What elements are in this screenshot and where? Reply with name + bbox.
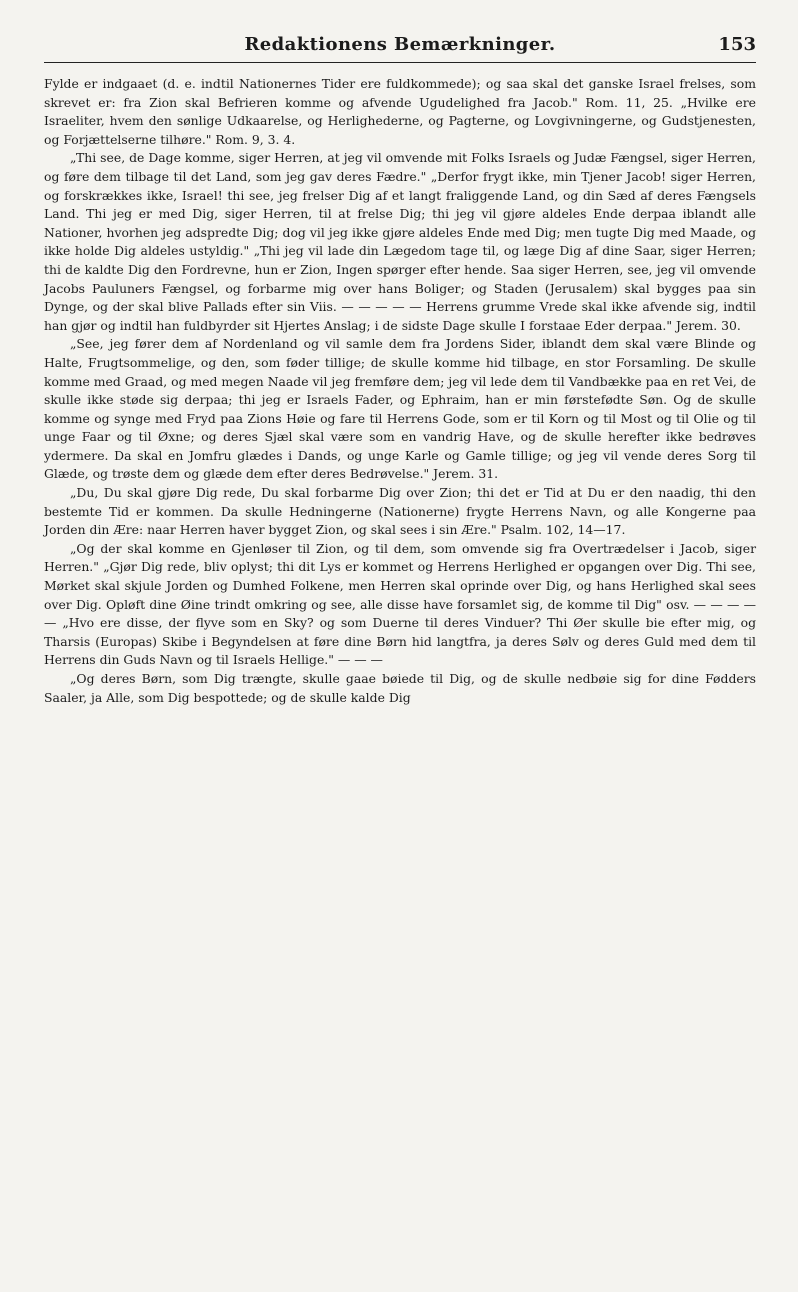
page-number: 153 bbox=[718, 34, 756, 55]
page-body bbox=[44, 75, 756, 707]
paragraph: „Du, Du skal gjøre Dig rede, Du skal forbarme Dig over Zion; thi det er Tid at Du er den naadig, thi den bestemte Tid er kommen. Da skulle Hedningerne (Nationerne) frygte Herrens Navn, og alle Kongerne paa Jorden din Ære: naar Herren haver bygget Zion, og skal sees i sin Ære." Psalm. 102, 14—17. bbox=[44, 485, 756, 538]
page-header bbox=[44, 32, 756, 63]
book-page bbox=[44, 32, 756, 707]
paragraph: „See, jeg fører dem af Nordenland og vil samle dem fra Jordens Sider, iblandt dem skal være Blinde og Halte, Frugtsommelige, og den, som føder tillige; de skulle komme hid tilbage, en stor Forsamling. De skulle komme med Graad, og med megen Naade vil jeg fremføre dem; jeg vil lede dem til Vandbække paa en ret Vei, de skulle ikke støde sig derpaa; thi jeg er Israels Fader, og Ephraim, han er min førstefødte Søn. Og de skulle komme og synge med Fryd paa Zions Høie og fare til Herrens Gode, som er til Korn og til Most og til Olie og til unge Faar og til Øxne; og deres Sjæl skal være som en vandrig Have, og de skulle herefter ikke bedrøves ydermere. Da skal en Jomfru glædes i Dands, og unge Karle og Gamle tillige; og jeg vil vende deres Sorg til Glæde, og trøste dem og glæde dem efter deres Bedrøvelse." Jerem. 31. bbox=[44, 336, 756, 482]
running-title: Redaktionens Bemærkninger. bbox=[244, 34, 556, 55]
paragraph: „Og der skal komme en Gjenløser til Zion, og til dem, som omvende sig fra Overtrædelser i Jacob, siger Herren." „Gjør Dig rede, bliv oplyst; thi dit Lys er kommet og Herrens Herlighed er opgangen over Dig. Thi see, Mørket skal skjule Jorden og Dumhed Folkene, men Herren skal oprinde over Dig, og hans Herlighed skal sees over Dig. Opløft dine Øine trindt omkring og see, alle disse have forsamlet sig, de komme til Dig" osv. — — — — — „Hvo ere disse, der flyve som en Sky? og som Duerne til deres Vinduer? Thi Øer skulle bie efter mig, og Tharsis (Europas) Skibe i Begyndelsen at føre dine Børn hid langtfra, ja deres Sølv og deres Guld med dem til Herrens din Guds Navn og til Israels Hellige." — — — bbox=[44, 540, 756, 668]
paragraph: „Thi see, de Dage komme, siger Herren, at jeg vil omvende mit Folks Israels og Judæ Fængsel, siger Herren, og føre dem tilbage til det Land, som jeg gav deres Fædre." „Derfor frygt ikke, min Tjener Jacob! siger Herren, og forskrækkes ikke, Israel! thi see, jeg frelser Dig af et langt fraliggende Land, og din Sæd af deres Fængsels Land. Thi jeg er med Dig, siger Herren, til at frelse Dig; thi jeg vil gjøre aldeles Ende derpaa iblandt alle Nationer, hvorhen jeg adspredte Dig; dog vil jeg ikke gjøre aldeles Ende med Dig; men tugte Dig med Maade, og ikke holde Dig aldeles ustyldig." „Thi jeg vil lade din Lægedom tage til, og læge Dig af dine Saar, siger Herren; thi de kaldte Dig den Fordrevne, hun er Zion, Ingen spørger efter hende. Saa siger Herren, see, jeg vil omvende Jacobs Pauluners Fængsel, og forbarme mig over hans Boliger; og Staden (Jerusalem) skal bygges paa sin Dynge, og der skal blive Pallads efter sin Viis. — — — — — Herrens grumme Vrede skal ikke afvende sig, indtil han gjør og indtil han fuldbyrder sit Hjertes Anslag; i de sidste Dage skulle I forstaae Eder derpaa." Jerem. 30. bbox=[44, 150, 756, 333]
paragraph: „Og deres Børn, som Dig trængte, skulle gaae bøiede til Dig, og de skulle nedbøie sig for dine Fødders Saaler, ja Alle, som Dig bespottede; og de skulle kalde Dig bbox=[44, 671, 756, 705]
paragraph: Fylde er indgaaet (d. e. indtil Nationernes Tider ere fuldkommede); og saa skal det ganske Israel frelses, som skrevet er: fra Zion skal Befrieren komme og afvende Ugudelighed fra Jacob." Rom. 11, 25. „Hvilke ere Israeliter, hvem den sønlige Udkaarelse, og Herlighederne, og Pagterne, og Lovgivningerne, og Gudstjenesten, og Forjættelserne tilhøre." Rom. 9, 3. 4. bbox=[44, 76, 756, 147]
